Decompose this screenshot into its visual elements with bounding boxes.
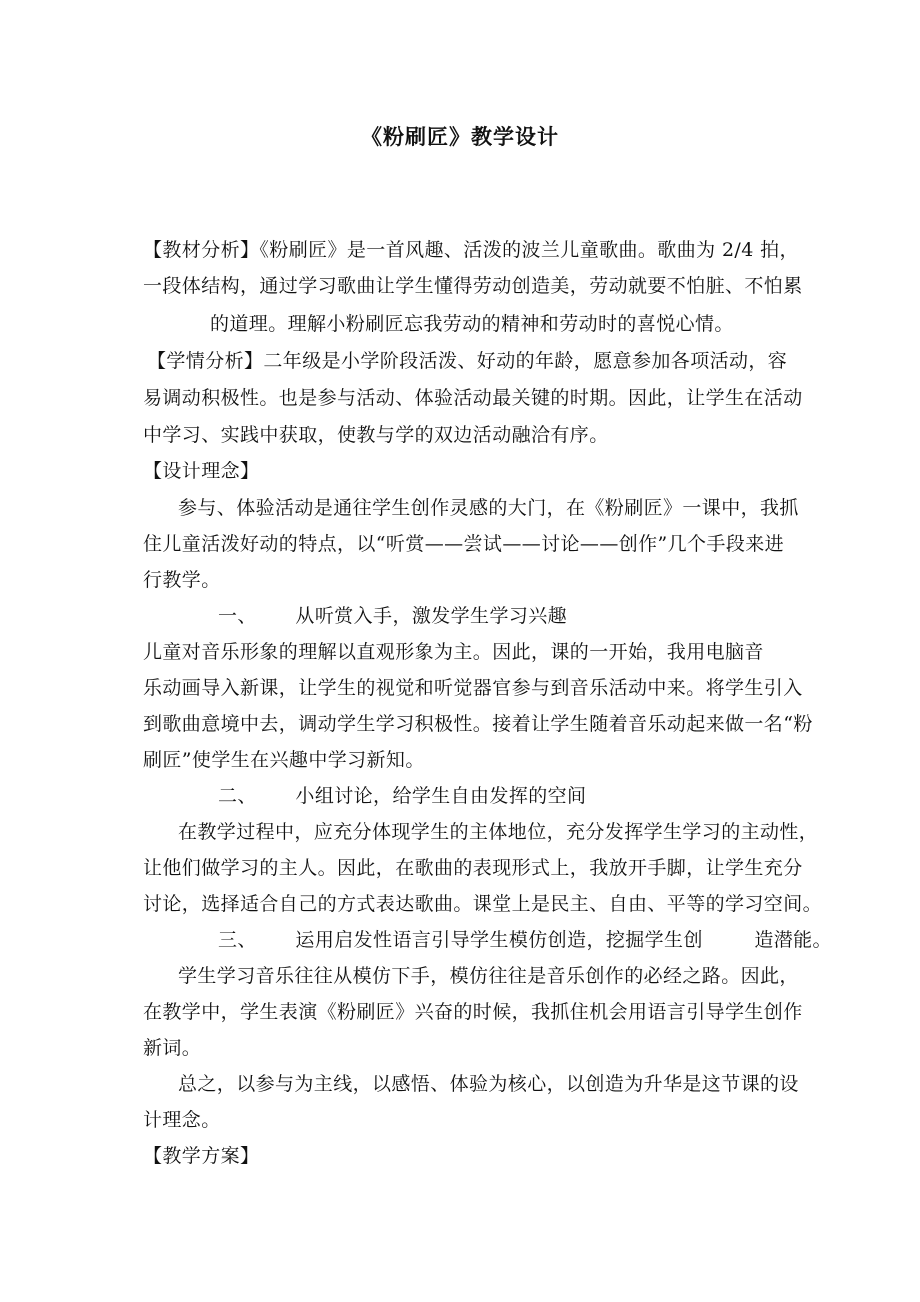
text-line: 儿童对音乐形象的理解以直观形象为主。因此，课的一开始，我用电脑音 [143,641,764,663]
text-line: 学生学习音乐往往从模仿下手，模仿往往是音乐创作的必经之路。因此， [178,965,799,987]
section-heading: 【教学方案】 [143,1145,260,1167]
text-line: 参与、体验活动是通往学生创作灵感的大门，在《粉刷匠》一课中，我抓 [178,497,799,519]
subsection-heading: 一、 从听赏入手，激发学生学习兴趣 [218,605,568,627]
text-line: 总之，以参与为主线，以感悟、体验为核心，以创造为升华是这节课的设 [178,1073,799,1095]
text-line: 讨论，选择适合自己的方式表达歌曲。课堂上是民主、自由、平等的学习空间。 [143,893,823,915]
text-line: 【教材分析】《粉刷匠》是一首风趣、活泼的波兰儿童歌曲。歌曲为 2/4 拍， [143,239,799,261]
text-line: 在教学过程中，应充分体现学生的主体地位，充分发挥学生学习的主动性， [178,821,819,843]
text-line: 刷匠”使学生在兴趣中学习新知。 [143,749,425,771]
text-line: 一段体结构，通过学习歌曲让学生懂得劳动创造美，劳动就要不怕脏、不怕累 [143,275,803,297]
text-line: 在教学中，学生表演《粉刷匠》兴奋的时候，我抓住机会用语言引导学生创作 [143,1001,803,1023]
text-line: 乐动画导入新课，让学生的视觉和听觉器官参与到音乐活动中来。将学生引入 [143,677,803,699]
subsection-heading: 三、 运用启发性语言引导学生模仿创造，挖掘学生创 造潜能。 [218,929,832,951]
text-line: 【学情分析】二年级是小学阶段活泼、好动的年龄，愿意参加各项活动，容 [147,350,788,372]
subsection-heading: 二、 小组讨论，给学生自由发挥的空间 [218,785,587,807]
text-line: 行教学。 [143,569,221,591]
text-line: 计理念。 [143,1109,221,1131]
text-line: 的道理。理解小粉刷匠忘我劳动的精神和劳动时的喜悦心情。 [210,313,734,335]
text-line: 让他们做学习的主人。因此，在歌曲的表现形式上，我放开手脚，让学生充分 [143,857,803,879]
section-heading: 【设计理念】 [143,460,260,482]
text-line: 到歌曲意境中去，调动学生学习积极性。接着让学生随着音乐动起来做一名“粉 [143,713,813,735]
document-title: 《粉刷匠》教学设计 [361,124,559,149]
text-line: 住儿童活泼好动的特点，以“听赏——尝试——讨论——创作”几个手段来进 [143,533,785,555]
text-line: 新词。 [143,1037,202,1059]
text-line: 中学习、实践中获取，使教与学的双边活动融洽有序。 [143,424,609,446]
text-line: 易调动积极性。也是参与活动、体验活动最关键的时期。因此，让学生在活动 [143,387,803,409]
